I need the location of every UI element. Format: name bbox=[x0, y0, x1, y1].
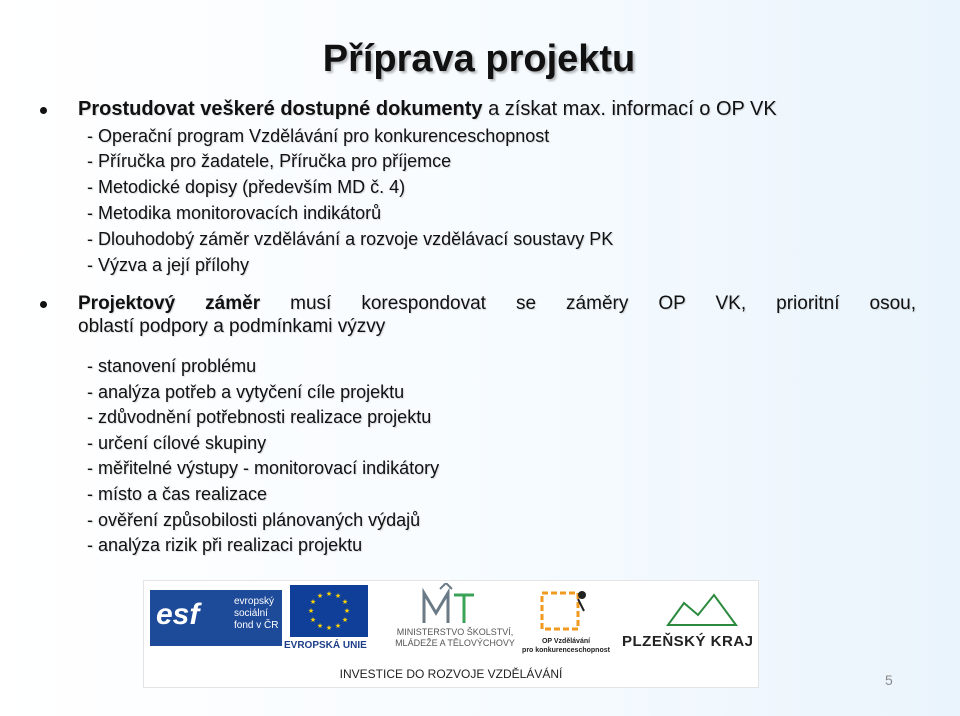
svg-text:★: ★ bbox=[334, 622, 342, 630]
list-item: - analýza potřeb a vytyčení cíle projektu bbox=[87, 382, 405, 402]
svg-text:★: ★ bbox=[325, 590, 333, 598]
bullet1-heading bbox=[78, 98, 777, 121]
bullet2-rest: musí korespondovat se záměry OP VK, prioritní osou, bbox=[290, 293, 916, 314]
list-item: - určení cílové skupiny bbox=[87, 433, 267, 453]
bullet-dot bbox=[40, 301, 47, 308]
svg-text:★: ★ bbox=[334, 592, 342, 600]
page-number: 5 bbox=[885, 672, 893, 688]
svg-text:★: ★ bbox=[341, 598, 349, 606]
list-item: - Operační program Vzdělávání pro konkurenceschopnost bbox=[87, 126, 550, 146]
bullet2-bold: Projektový záměr bbox=[78, 293, 261, 314]
sponsor-logo-bar bbox=[143, 580, 759, 688]
list-item: - Metodika monitorovacích indikátorů bbox=[87, 203, 382, 223]
list-item: - Metodické dopisy (především MD č. 4) bbox=[87, 177, 406, 197]
list-item: - místo a čas realizace bbox=[87, 484, 268, 504]
eu-flag-icon bbox=[290, 585, 368, 637]
svg-text:★: ★ bbox=[309, 616, 317, 624]
opvk-label: OP Vzdělávání pro konkurenceschopnost bbox=[522, 638, 610, 654]
esf-logo-text: esf bbox=[156, 598, 200, 631]
esf-logo bbox=[150, 590, 282, 646]
svg-text:★: ★ bbox=[316, 592, 324, 600]
invest-slogan: INVESTICE DO ROZVOJE VZDĚLÁVÁNÍ bbox=[339, 667, 563, 681]
list-item: - zdůvodnění potřebnosti realizace projektu bbox=[87, 407, 432, 427]
esf-logo-subtitle: evropský sociální fond v ČR bbox=[234, 596, 279, 631]
eu-label: EVROPSKÁ UNIE bbox=[284, 640, 367, 651]
list-item: - stanovení problému bbox=[87, 356, 257, 376]
svg-text:★: ★ bbox=[309, 598, 317, 606]
list-item: - ověření způsobilosti plánovaných výdajů bbox=[87, 510, 421, 530]
bullet1-rest: a získat max. informací o OP VK bbox=[482, 98, 777, 120]
svg-text:★: ★ bbox=[307, 607, 315, 615]
slide-title: Příprava projektu bbox=[322, 38, 636, 80]
bullet-dot bbox=[40, 107, 47, 114]
list-item: - Výzva a její přílohy bbox=[87, 255, 250, 275]
list-item: - Dlouhodobý záměr vzdělávání a rozvoje vzdělávací soustavy PK bbox=[87, 229, 614, 249]
svg-text:★: ★ bbox=[341, 616, 349, 624]
bullet2-heading-line1 bbox=[78, 293, 916, 315]
svg-text:★: ★ bbox=[343, 607, 351, 615]
msmt-label: MINISTERSTVO ŠKOLSTVÍ, MLÁDEŽE A TĚLOVÝCHOVY bbox=[395, 627, 515, 648]
svg-text:★: ★ bbox=[325, 624, 333, 632]
plzensky-kraj-logo: PLZEŇSKÝ KRAJ bbox=[622, 633, 754, 650]
plzensky-kraj-emblem-icon bbox=[664, 589, 740, 629]
list-item: - Příručka pro žadatele, Příručka pro příjemce bbox=[87, 151, 452, 171]
list-item: - měřitelné výstupy - monitorovací indikátory bbox=[87, 458, 440, 478]
bullet2-heading-line2: oblastí podpory a podmínkami výzvy bbox=[78, 316, 386, 337]
bullet1-bold: Prostudovat veškeré dostupné dokumenty bbox=[78, 98, 483, 120]
list-item: - analýza rizik při realizaci projektu bbox=[87, 535, 363, 555]
svg-text:★: ★ bbox=[316, 622, 324, 630]
